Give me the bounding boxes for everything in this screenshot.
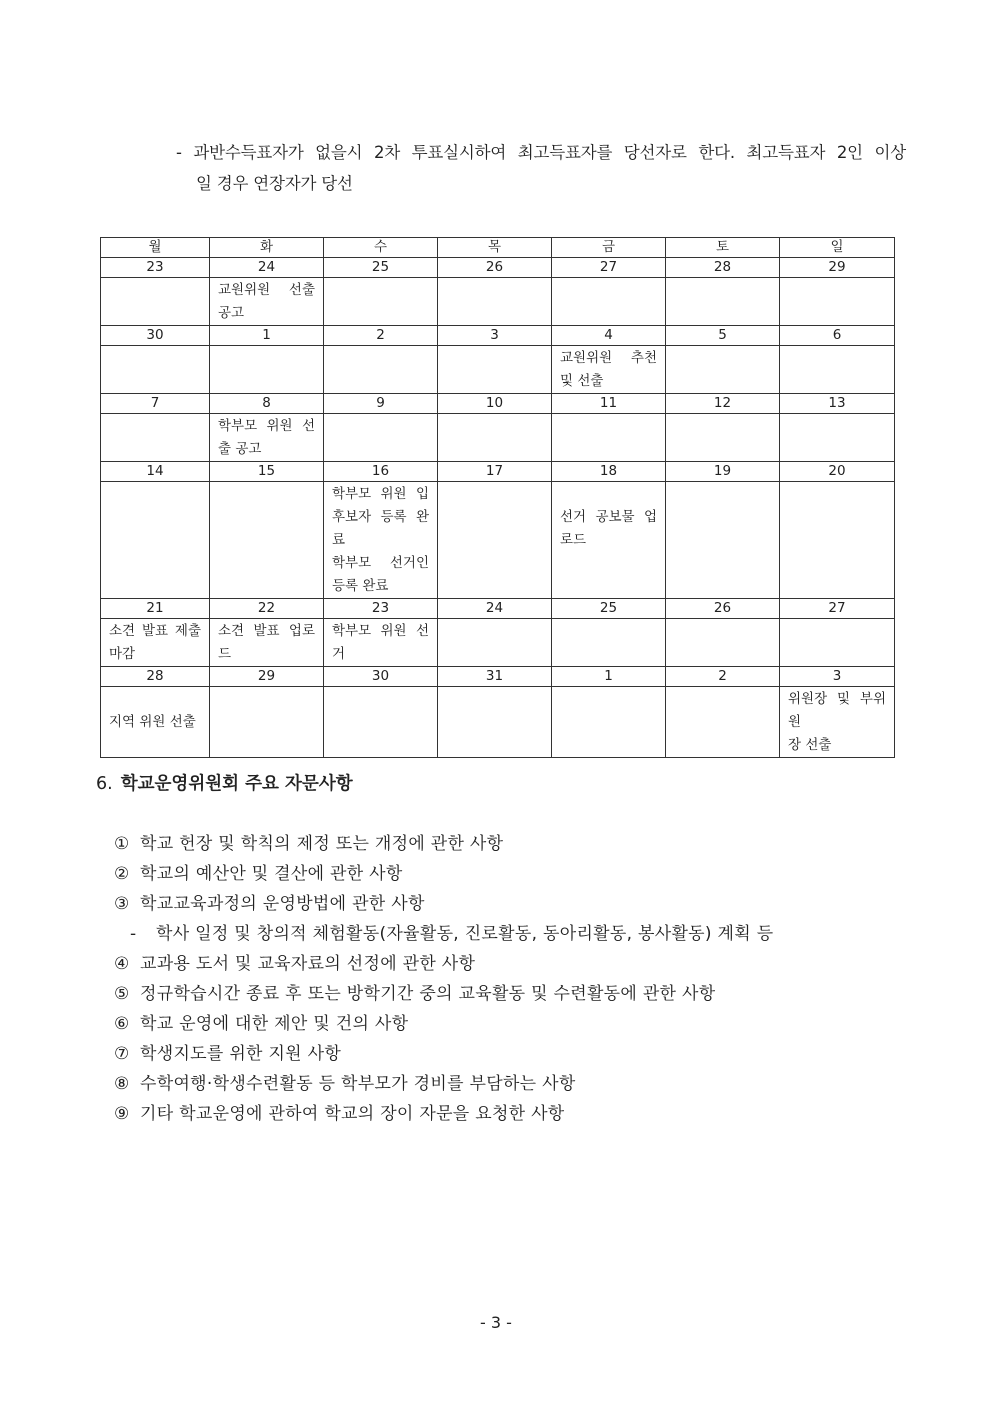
advisory-items-list xyxy=(114,829,814,1129)
item-marker: ② xyxy=(114,864,130,884)
event-text: 후보자 등록 완 xyxy=(332,509,429,525)
event-cell xyxy=(324,414,438,462)
event-cell xyxy=(438,687,552,758)
date-number: 14 xyxy=(101,462,210,482)
event-text: 장 선출 xyxy=(788,737,832,753)
event-cell xyxy=(101,687,210,758)
event-cell xyxy=(324,482,438,599)
event-cell xyxy=(780,414,895,462)
date-number: 12 xyxy=(666,394,780,414)
date-number: 8 xyxy=(210,394,324,414)
item-text: 교과용 도서 및 교육자료의 선정에 관한 사항 xyxy=(140,954,476,974)
event-cell xyxy=(324,346,438,394)
item-text: 학교의 예산안 및 결산에 관한 사항 xyxy=(140,864,403,884)
date-number: 11 xyxy=(552,394,666,414)
event-cell xyxy=(780,346,895,394)
item-marker: ⑧ xyxy=(114,1074,130,1094)
event-cell xyxy=(438,619,552,667)
weekday-header: 토 xyxy=(666,238,780,258)
weekday-header: 목 xyxy=(438,238,552,258)
date-number: 25 xyxy=(552,599,666,619)
event-cell xyxy=(780,482,895,599)
item-marker: ⑦ xyxy=(114,1044,130,1064)
date-number: 30 xyxy=(101,326,210,346)
date-number: 27 xyxy=(780,599,895,619)
date-number: 17 xyxy=(438,462,552,482)
advisory-item xyxy=(114,949,814,979)
event-cell xyxy=(324,619,438,667)
event-cell xyxy=(101,482,210,599)
event-text: 공고 xyxy=(218,305,245,321)
weekday-header: 수 xyxy=(324,238,438,258)
item-marker: ⑨ xyxy=(114,1104,130,1124)
date-number: 1 xyxy=(210,326,324,346)
advisory-item xyxy=(114,979,814,1009)
event-cell xyxy=(666,346,780,394)
event-text: 소견 발표 업로 xyxy=(218,623,315,639)
event-text: 교원위원 추천 xyxy=(560,350,657,366)
date-number: 13 xyxy=(780,394,895,414)
event-text: 지역 위원 선출 xyxy=(109,714,196,730)
item-text: 학생지도를 위한 지원 사항 xyxy=(140,1044,342,1064)
date-number: 28 xyxy=(666,258,780,278)
event-row xyxy=(101,346,895,394)
event-cell xyxy=(438,414,552,462)
event-cell xyxy=(101,278,210,326)
section-title: 학교운영위원회 주요 자문사항 xyxy=(120,774,353,794)
date-number: 3 xyxy=(438,326,552,346)
event-text: 선거 공보물 업 xyxy=(560,509,657,525)
date-number: 2 xyxy=(666,667,780,687)
item-text: 정규학습시간 종료 후 또는 방학기간 중의 교육활동 및 수련활동에 관한 사항 xyxy=(140,984,716,1004)
advisory-item xyxy=(114,889,814,919)
item-text: 학교 헌장 및 학칙의 제정 또는 개정에 관한 사항 xyxy=(140,834,504,854)
date-row xyxy=(101,599,895,619)
weekday-header: 금 xyxy=(552,238,666,258)
item-text: 학교교육과정의 운영방법에 관한 사항 xyxy=(140,894,425,914)
intro-line-2: 일 경우 연장자가 당선 xyxy=(196,174,353,193)
date-number: 16 xyxy=(324,462,438,482)
item-marker: ① xyxy=(114,834,130,854)
date-number: 29 xyxy=(780,258,895,278)
date-number: 24 xyxy=(438,599,552,619)
event-cell xyxy=(101,346,210,394)
event-text: 학부모 위원 선 xyxy=(218,418,315,434)
item-marker: ⑥ xyxy=(114,1014,130,1034)
date-number: 20 xyxy=(780,462,895,482)
event-cell xyxy=(210,278,324,326)
date-number: 31 xyxy=(438,667,552,687)
event-cell xyxy=(666,687,780,758)
date-number: 30 xyxy=(324,667,438,687)
event-cell xyxy=(666,278,780,326)
weekday-header: 일 xyxy=(780,238,895,258)
item-text: 기타 학교운영에 관하여 학교의 장이 자문을 요청한 사항 xyxy=(140,1104,565,1124)
event-row xyxy=(101,414,895,462)
date-number: 7 xyxy=(101,394,210,414)
event-cell xyxy=(210,687,324,758)
item-marker: ⑤ xyxy=(114,984,130,1004)
date-number: 23 xyxy=(324,599,438,619)
event-cell xyxy=(552,278,666,326)
event-text: 및 선출 xyxy=(560,373,604,389)
event-cell xyxy=(438,482,552,599)
date-row xyxy=(101,462,895,482)
date-number: 25 xyxy=(324,258,438,278)
date-number: 2 xyxy=(324,326,438,346)
event-cell xyxy=(780,619,895,667)
advisory-item xyxy=(114,859,814,889)
event-text: 드 xyxy=(218,646,232,662)
event-text: 교원위원 선출 xyxy=(218,282,315,298)
event-cell xyxy=(780,278,895,326)
date-number: 26 xyxy=(438,258,552,278)
event-cell xyxy=(552,619,666,667)
event-cell xyxy=(438,278,552,326)
date-number: 19 xyxy=(666,462,780,482)
event-cell xyxy=(210,619,324,667)
date-row xyxy=(101,394,895,414)
event-cell xyxy=(552,414,666,462)
date-number: 27 xyxy=(552,258,666,278)
calendar-header-row xyxy=(101,238,895,258)
event-cell xyxy=(101,414,210,462)
event-text: 거 xyxy=(332,646,346,662)
event-row xyxy=(101,687,895,758)
date-number: 15 xyxy=(210,462,324,482)
calendar-body xyxy=(101,238,895,758)
date-number: 9 xyxy=(324,394,438,414)
event-cell xyxy=(666,619,780,667)
item-marker: - xyxy=(130,924,137,944)
event-row xyxy=(101,278,895,326)
event-cell xyxy=(210,346,324,394)
intro-line-1: - 과반수득표자가 없을시 2차 투표실시하여 최고득표자를 당선자로 한다. 최고득표자 2인 이상 xyxy=(176,143,906,162)
item-text: 수학여행·학생수련활동 등 학부모가 경비를 부담하는 사항 xyxy=(140,1074,576,1094)
date-number: 4 xyxy=(552,326,666,346)
date-number: 24 xyxy=(210,258,324,278)
section-number: 6. xyxy=(96,774,113,794)
event-row xyxy=(101,619,895,667)
event-cell xyxy=(666,482,780,599)
event-cell xyxy=(552,687,666,758)
item-text: 학사 일정 및 창의적 체험활동(자율활동, 진로활동, 동아리활동, 봉사활동) 계획 등 xyxy=(156,924,774,944)
intro-paragraph xyxy=(176,137,906,199)
item-marker: ④ xyxy=(114,954,130,974)
event-text: 마감 xyxy=(109,646,136,662)
advisory-item xyxy=(114,829,814,859)
date-number: 1 xyxy=(552,667,666,687)
event-row xyxy=(101,482,895,599)
event-cell xyxy=(101,619,210,667)
date-number: 21 xyxy=(101,599,210,619)
page-number: - 3 - xyxy=(480,1313,512,1332)
event-text xyxy=(560,483,657,506)
event-text: 로드 xyxy=(560,532,587,548)
date-number: 3 xyxy=(780,667,895,687)
event-cell xyxy=(438,346,552,394)
date-number: 26 xyxy=(666,599,780,619)
event-cell xyxy=(552,482,666,599)
event-text: 등록 완료 xyxy=(332,578,389,594)
event-text: 료 xyxy=(332,532,346,548)
event-text: 출 공고 xyxy=(218,441,262,457)
date-number: 22 xyxy=(210,599,324,619)
item-marker: ③ xyxy=(114,894,130,914)
date-number: 28 xyxy=(101,667,210,687)
date-row xyxy=(101,667,895,687)
event-cell xyxy=(780,687,895,758)
date-number: 18 xyxy=(552,462,666,482)
section-heading xyxy=(96,771,353,797)
event-text: 소견 발표 제출 xyxy=(109,623,201,639)
event-text: 학부모 선거인 xyxy=(332,555,429,571)
event-cell xyxy=(324,687,438,758)
event-text: 학부모 위원 선 xyxy=(332,623,429,639)
date-number: 6 xyxy=(780,326,895,346)
date-number: 5 xyxy=(666,326,780,346)
advisory-item xyxy=(114,1069,814,1099)
advisory-item xyxy=(114,1039,814,1069)
event-text: 학부모 위원 입 xyxy=(332,486,429,502)
advisory-item xyxy=(114,919,814,949)
advisory-item xyxy=(114,1009,814,1039)
election-schedule-calendar xyxy=(100,237,895,758)
date-number: 29 xyxy=(210,667,324,687)
advisory-item xyxy=(114,1099,814,1129)
event-cell xyxy=(552,346,666,394)
event-text: 위원장 및 부위원 xyxy=(788,691,886,730)
date-row xyxy=(101,326,895,346)
event-cell xyxy=(666,414,780,462)
event-cell xyxy=(324,278,438,326)
date-number: 10 xyxy=(438,394,552,414)
event-cell xyxy=(210,414,324,462)
weekday-header: 화 xyxy=(210,238,324,258)
item-text: 학교 운영에 대한 제안 및 건의 사항 xyxy=(140,1014,409,1034)
date-number: 23 xyxy=(101,258,210,278)
weekday-header: 월 xyxy=(101,238,210,258)
event-cell xyxy=(210,482,324,599)
date-row xyxy=(101,258,895,278)
